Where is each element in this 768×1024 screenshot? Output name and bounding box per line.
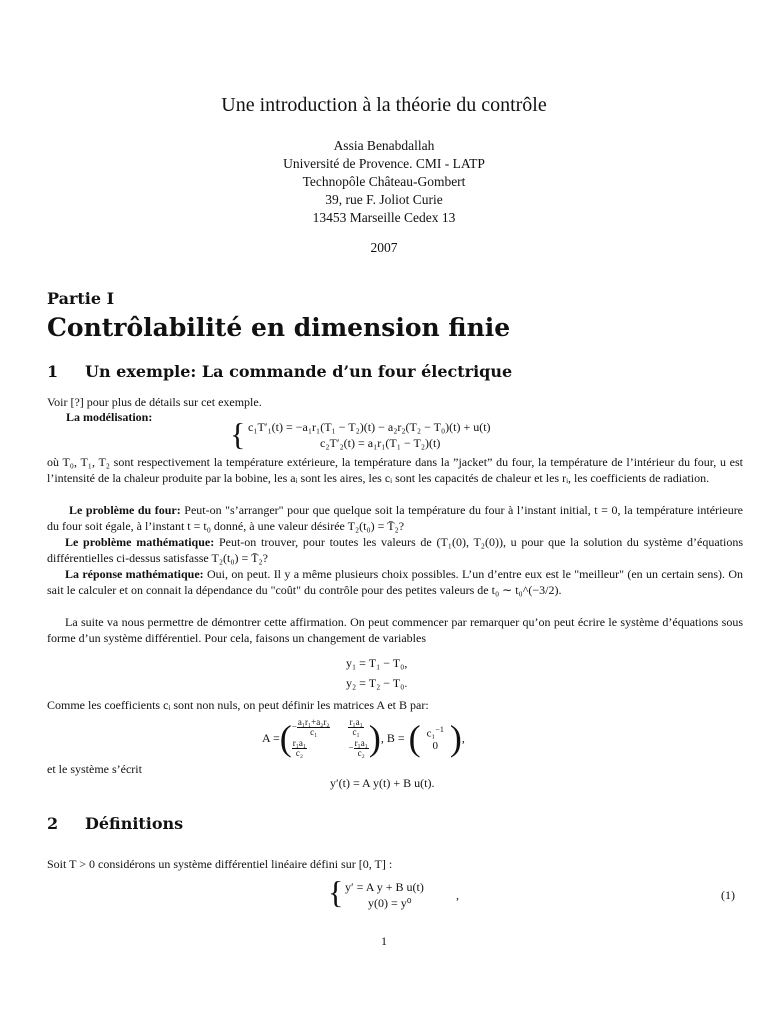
modelisation-label [66,409,152,425]
equation-2-line-2: y(0) = y⁰ [368,896,412,910]
paper-title: Une introduction à la théorie du contrôle [221,94,547,116]
equation-1-brace: { [230,416,246,452]
matrix-B-close-paren: ) [449,718,462,758]
paragraph-system: et le système s’écrit [47,762,142,776]
part-title: Contrôlabilité en dimension finie [47,313,511,342]
matrix-A-cell-11: − $\frac{\text{a₁r₁+a₂r₂}}{\text{c₁}}$ [291,717,330,737]
change-var-y1: y₁ = T₁ − T₀, [346,656,408,670]
part-label: Partie I [47,289,115,308]
matrix-B-body [427,723,444,754]
paragraph-four-problem [47,502,743,534]
section-1-title: Un exemple: La commande d’un four électrique [85,362,513,381]
matrix-definitions [262,716,465,760]
matrix-A-close-paren: ) [368,718,381,758]
equation-2-brace: { [328,874,344,910]
paragraph-math-answer [47,566,743,598]
paragraph-math-problem [47,534,743,566]
publication-year: 2007 [370,240,398,255]
equation-1-line-2: c₂T′₂(t) = a₁r₁(T₁ − T₂)(t) [320,436,441,450]
page-number: 1 [381,934,387,948]
system-equation: y′(t) = A y(t) + B u(t). [330,776,435,790]
matrix-A-body [292,718,369,758]
matrix-A-cell-22: − $\frac{\text{r₁a₁}}{\text{c₂}}$ [348,738,368,758]
paragraph-coefficients: Comme les coefficients cᵢ sont non nuls, on peut définir les matrices A et B par: [47,698,429,712]
math-problem-label: Le problème mathématique: [65,535,215,549]
modelisation-label-text: La modélisation: [66,410,153,424]
paragraph-suite: La suite va nous permettre de démontrer cette affirmation. On peut commencer par remarquer qu’on peut écrire le système d’équations sous forme d’un système différentiel. Pour cela, faisons un changement de variables [47,615,743,645]
matrix-B-label: , B = [380,730,405,745]
author-city: 13453 Marseille Cedex 13 [312,210,456,225]
math-answer-text: Oui, on peut. Il y a même plusieurs choix possibles. L’un d’entre eux est le "meilleur" (en un certain sens). On sait le calculer et on connait la dépendance du "coût" du contrôle pour des petites valeurs de t₀ ∼ t₀^(−3/2). [47,567,743,597]
matrix-B-open-paren: ( [408,718,421,758]
math-answer-label: La réponse mathématique: [65,567,204,581]
equation-2-comma: , [456,888,459,902]
equation-1-line-1: c₁T′₁(t) = −a₁r₁(T₁ − T₂)(t) − a₂r₂(T₂ − T₀)(t) + u(t) [248,420,491,434]
matrix-B-cell-2: 0 [432,740,438,753]
section-2-title: Définitions [85,814,184,833]
author-place: Technopôle Château-Gombert [302,174,466,189]
section-2-number: 2 [47,814,59,833]
four-problem-text: Peut-on "s’arranger" pour que quelque soit la température du four à l’instant initial, t = 0, la température intérieure du four soit égale, à l’instant t = t₀ donné, à une valeur désirée T₂(t₀) = T̄₂? [47,503,744,533]
equation-2-number: (1) [721,888,735,902]
paragraph-variables: où T₀, T₁, T₂ sont respectivement la température extérieure, la température dans la ”jacket” du four, la température de l’intérieur du four, u est l’intensité de la chaleur produite par la bobine, les aᵢ sont les aires, les cᵢ sont les capacités de chaleur et les rᵢ, les coefficients de radiation. [47,455,743,485]
matrix-A-cell-21: $\frac{\text{r₁a₁}}{\text{c₂}}$ [292,738,307,758]
matrix-A-label: A = [262,730,280,745]
section-2-intro: Soit T > 0 considérons un système différentiel linéaire défini sur [0, T] : [47,857,393,871]
change-var-y2: y₂ = T₂ − T₀. [346,676,408,690]
author-street: 39, rue F. Joliot Curie [325,192,443,207]
equation-2-line-1: y′ = A y + B u(t) [345,880,424,894]
matrix-B-cell-1: c₁$^{-1}$ [426,724,444,740]
section-1-intro: Voir [?] pour plus de détails sur cet exemple. [47,395,262,409]
math-problem-text: Peut-on trouver, pour toutes les valeurs de (T₁(0), T₂(0)), u pour que la solution du système d’équations différentielles ci-dessus satisfasse T₂(t₀) = T̄₂? [47,535,744,565]
section-1-heading [47,362,512,381]
matrix-A-open-paren: ( [279,718,292,758]
matrix-A-cell-12: $\frac{\text{r₁a₁}}{\text{c₁}}$ [349,717,363,737]
four-problem-label: Le problème du four: [69,503,181,517]
author-affiliation: Université de Provence. CMI - LATP [283,156,485,171]
matrix-trailing-comma: , [461,730,465,745]
section-2-heading [47,814,183,833]
section-1-number: 1 [47,362,59,381]
author-name: Assia Benabdallah [333,138,435,153]
